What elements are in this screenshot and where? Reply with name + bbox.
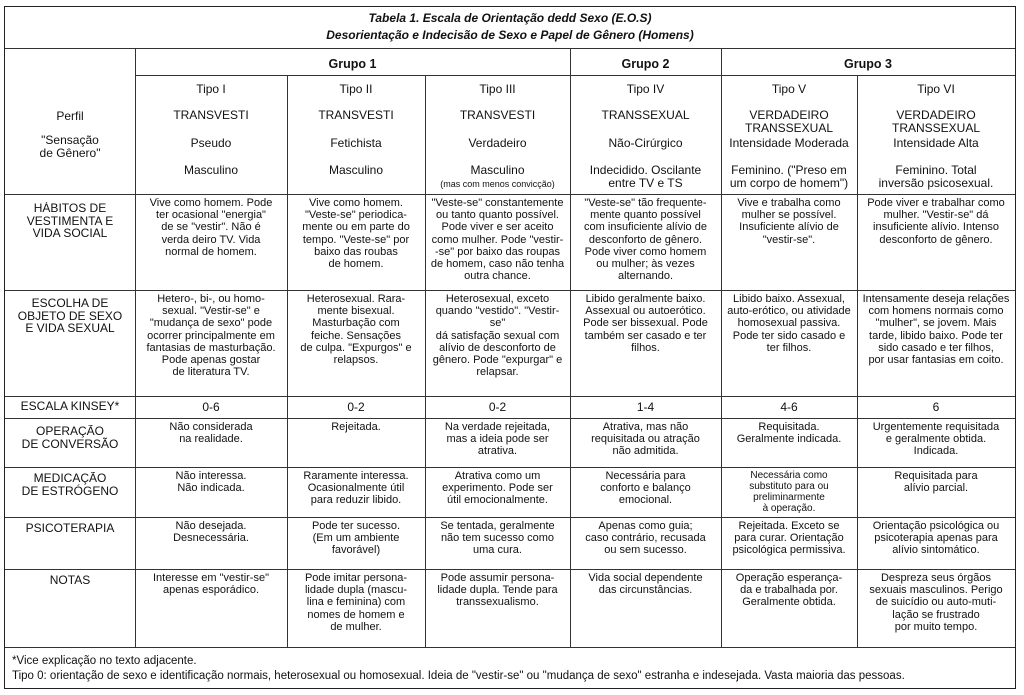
group-divider [135, 75, 1015, 76]
tipo-vi-label: Tipo VI [917, 82, 955, 96]
table-cell-psychotherapy-tipo-v: Rejeitada. Exceto se para curar. Orientação psicológica permissiva. [732, 520, 846, 557]
table-cell-sex-object-choice-tipo-iv: Libido geralmente baixo. Assexual ou autoerótico. Pode ser bissexual. Pode também ser casado e ter filhos. [583, 293, 708, 354]
tipo-iii-name: TRANSVESTI [459, 108, 536, 122]
tipo-iii-subtype: Verdadeiro [468, 136, 527, 150]
row-label-conversion-operation: OPERAÇÃO DE CONVERSÃO [21, 425, 119, 451]
tipo-iii-gender-feeling: Masculino [470, 163, 525, 177]
tipo-v-subtype: Intensidade Moderada [729, 136, 849, 150]
group-1-header: Grupo 1 [328, 57, 377, 71]
row-label-clothing-habits: HÁBITOS DE VESTIMENTA E VIDA SOCIAL [26, 202, 114, 240]
tipo-iv-name: TRANSSEXUAL [601, 108, 690, 122]
row-label-estrogen-medication: MEDICAÇÃO DE ESTRÓGENO [21, 472, 119, 498]
orientation-scale-table [4, 6, 1016, 689]
table-cell-clothing-habits-tipo-iii: "Veste-se" constantemente ou tanto quanto possível. Pode viver e ser aceito como mulher. Pode "vestir- -se" por baixo das roupas de homem, caso não tenha outra chance. [430, 197, 565, 283]
profile-label: Perfil [56, 109, 84, 123]
table-title: Tabela 1. Escala de Orientação dedd Sexo (E.O.S) [368, 11, 652, 25]
row-divider [5, 647, 1015, 648]
table-cell-kinsey-scale-tipo-i: 0-6 [202, 400, 220, 414]
table-cell-estrogen-medication-tipo-i: Não interessa. Não indicada. [175, 470, 247, 495]
table-cell-notes-tipo-iii: Pode assumir persona- lidade dupla. Tende para transsexualismo. [437, 572, 558, 609]
tipo-i-subtype: Pseudo [190, 136, 232, 150]
title-divider [5, 48, 1015, 49]
table-cell-psychotherapy-tipo-iii: Se tentada, geralmente não tem sucesso como uma cura. [440, 520, 555, 557]
tipo-vi-subtype: Intensidade Alta [893, 136, 979, 150]
table-cell-clothing-habits-tipo-v: Vive e trabalha como mulher se possível. Insuficiente alívio de "vestir-se". [737, 197, 841, 246]
table-cell-estrogen-medication-tipo-ii: Raramente interessa. Ocasionalmente útil para reduzir libido. [303, 470, 409, 507]
table-cell-kinsey-scale-tipo-vi: 6 [932, 400, 940, 414]
table-cell-psychotherapy-tipo-i: Não desejada. Desnecessária. [173, 520, 249, 545]
table-cell-notes-tipo-iv: Vida social dependente das circunstâncias. [588, 572, 703, 597]
table-cell-conversion-operation-tipo-i: Não considerada na realidade. [169, 421, 253, 446]
table-cell-conversion-operation-tipo-vi: Urgentemente requisitada e geralmente obtida. Indicada. [872, 421, 1000, 458]
group-2-header: Grupo 2 [621, 57, 670, 71]
table-cell-sex-object-choice-tipo-iii: Heterosexual, exceto quando "vestido". "Vestir-se" dá satisfação sexual com alívio de desconforto de gênero. Pode "expurgar" e relapsar. [432, 293, 563, 379]
table-cell-sex-object-choice-tipo-v: Libido baixo. Assexual, auto-erótico, ou atividade homosexual passiva. Pode ter sido casado e ter filhos. [727, 293, 851, 354]
table-cell-clothing-habits-tipo-iv: "Veste-se" tão frequente- mente quanto possível com insuficiente alívio de desconforto de gênero. Pode viver como homem ou mulher; às vezes alternando. [584, 197, 707, 283]
table-cell-conversion-operation-tipo-iii: Na verdade rejeitada, mas a ideia pode ser atrativa. [444, 421, 551, 458]
table-cell-kinsey-scale-tipo-iv: 1-4 [636, 400, 655, 414]
table-cell-notes-tipo-vi: Despreza seus órgãos sexuais masculinos. Perigo de suicídio ou auto-muti- lação se frustrado por muito tempo. [869, 572, 1003, 633]
table-cell-psychotherapy-tipo-ii: Pode ter sucesso. (Em um ambiente favorável) [311, 520, 401, 557]
table-cell-notes-tipo-ii: Pode imitar persona- lidade dupla (mascu- lina e feminina) com nomes de homem e de mulher. [304, 572, 408, 633]
tipo-i-gender-feeling: Masculino [183, 163, 239, 177]
tipo-i-name: TRANSVESTI [173, 108, 249, 122]
table-cell-conversion-operation-tipo-ii: Rejeitada. [331, 421, 381, 433]
tipo-vi-name: VERDADEIRO TRANSSEXUAL [891, 108, 981, 135]
table-cell-sex-object-choice-tipo-ii: Heterosexual. Rara- mente bisexual. Masturbação com feiche. Sensações de culpa. "Expurgos" e relapsos. [300, 293, 412, 367]
tipo-iii-gender-note: (mas com menos convicção) [440, 179, 555, 189]
tipo-ii-name: TRANSVESTI [318, 108, 394, 122]
row-label-notes: NOTAS [49, 574, 91, 587]
table-cell-kinsey-scale-tipo-v: 4-6 [780, 400, 798, 414]
tipo-ii-subtype: Fetichista [330, 136, 382, 150]
tipo-iv-label: Tipo IV [626, 82, 665, 96]
gender-sensation-label: "Sensação de Gênero" [39, 133, 101, 160]
tipo-iv-subtype: Não-Cirúrgico [608, 136, 683, 150]
tipo-ii-label: Tipo II [339, 82, 373, 96]
table-cell-kinsey-scale-tipo-ii: 0-2 [347, 400, 365, 414]
table-cell-psychotherapy-tipo-iv: Apenas como guia; caso contrário, recusada ou sem sucesso. [585, 520, 706, 557]
table-cell-clothing-habits-tipo-i: Vive como homem. Pode ter ocasional "energia" de se "vestir". Não é verda deiro TV. Vida normal de homem. [149, 197, 273, 258]
table-cell-kinsey-scale-tipo-iii: 0-2 [488, 400, 507, 414]
tipo-v-label: Tipo V [771, 82, 807, 96]
table-cell-estrogen-medication-tipo-iv: Necessária para conforto e balanço emocional. [600, 470, 691, 507]
table-cell-clothing-habits-tipo-ii: Vive como homem. "Veste-se" periodica- mente ou em parte do tempo. "Veste-se" por baixo das roubas de homem. [302, 197, 410, 271]
table-cell-sex-object-choice-tipo-i: Hetero-, bi-, ou homo- sexual. "Vestir-se" e "mudança de sexo" pode ocorrer principalmente em fantasias de masturbação. Pode apenas gostar de literatura TV. [146, 293, 276, 379]
row-label-psychotherapy: PSICOTERAPIA [25, 522, 115, 535]
table-cell-estrogen-medication-tipo-v: Necessária como substituto para ou preliminarmente à operação. [749, 470, 829, 514]
row-label-sex-object-choice: ESCOLHA DE OBJETO DE SEXO E VIDA SEXUAL [17, 297, 123, 335]
tipo-ii-gender-feeling: Masculino [328, 163, 384, 177]
tipo-vi-gender-feeling: Feminino. Total inversão psicosexual. [878, 163, 994, 190]
group-3-header: Grupo 3 [844, 57, 892, 71]
tipo-iii-label: Tipo III [479, 82, 516, 96]
table-cell-clothing-habits-tipo-vi: Pode viver e trabalhar como mulher. "Vestir-se" dá insuficiente alívio. Intenso desconforto de gênero. [867, 197, 1005, 246]
tipo-i-label: Tipo I [196, 82, 226, 96]
footnote-tipo-0: Tipo 0: orientação de sexo e identificação normais, heterosexual ou homosexual. Ideia de "vestir-se" ou "mudança de sexo" estranha e indesejada. Vasta maioria das pessoas. [12, 670, 905, 682]
table-cell-sex-object-choice-tipo-vi: Intensamente deseja relações com homens normais como "mulher", se jovem. Mais tarde, libido baixo. Pode ter sido casado e ter filhos, por usar fantasias em coito. [862, 293, 1010, 367]
table-cell-estrogen-medication-tipo-iii: Atrativa como um experimento. Pode ser útil emocionalmente. [442, 470, 553, 507]
table-cell-psychotherapy-tipo-vi: Orientação psicológica ou psicoterapia apenas para alívio sintomático. [872, 520, 1000, 557]
table-cell-notes-tipo-v: Operação esperança- da e trabalhada por. Geralmente obtida. [735, 572, 843, 609]
table-cell-conversion-operation-tipo-iv: Atrativa, mas não requisitada ou atração não admitida. [591, 421, 700, 458]
tipo-iv-gender-feeling: Indecidido. Oscilante entre TV e TS [589, 163, 702, 190]
tipo-v-name: VERDADEIRO TRANSSEXUAL [744, 108, 834, 135]
table-cell-conversion-operation-tipo-v: Requisitada. Geralmente indicada. [736, 421, 842, 446]
table-subtitle: Desorientação e Indecisão de Sexo e Papel de Gênero (Homens) [326, 28, 694, 42]
row-label-kinsey-scale: ESCALA KINSEY* [20, 400, 120, 413]
table-cell-notes-tipo-i: Interesse em "vestir-se" apenas esporádico. [152, 572, 269, 597]
tipo-v-gender-feeling: Feminino. ("Preso em um corpo de homem") [729, 163, 849, 190]
table-cell-estrogen-medication-tipo-vi: Requisitada para alívio parcial. [894, 470, 978, 495]
footnote-kinsey: *Vice explicação no texto adjacente. [12, 655, 197, 667]
